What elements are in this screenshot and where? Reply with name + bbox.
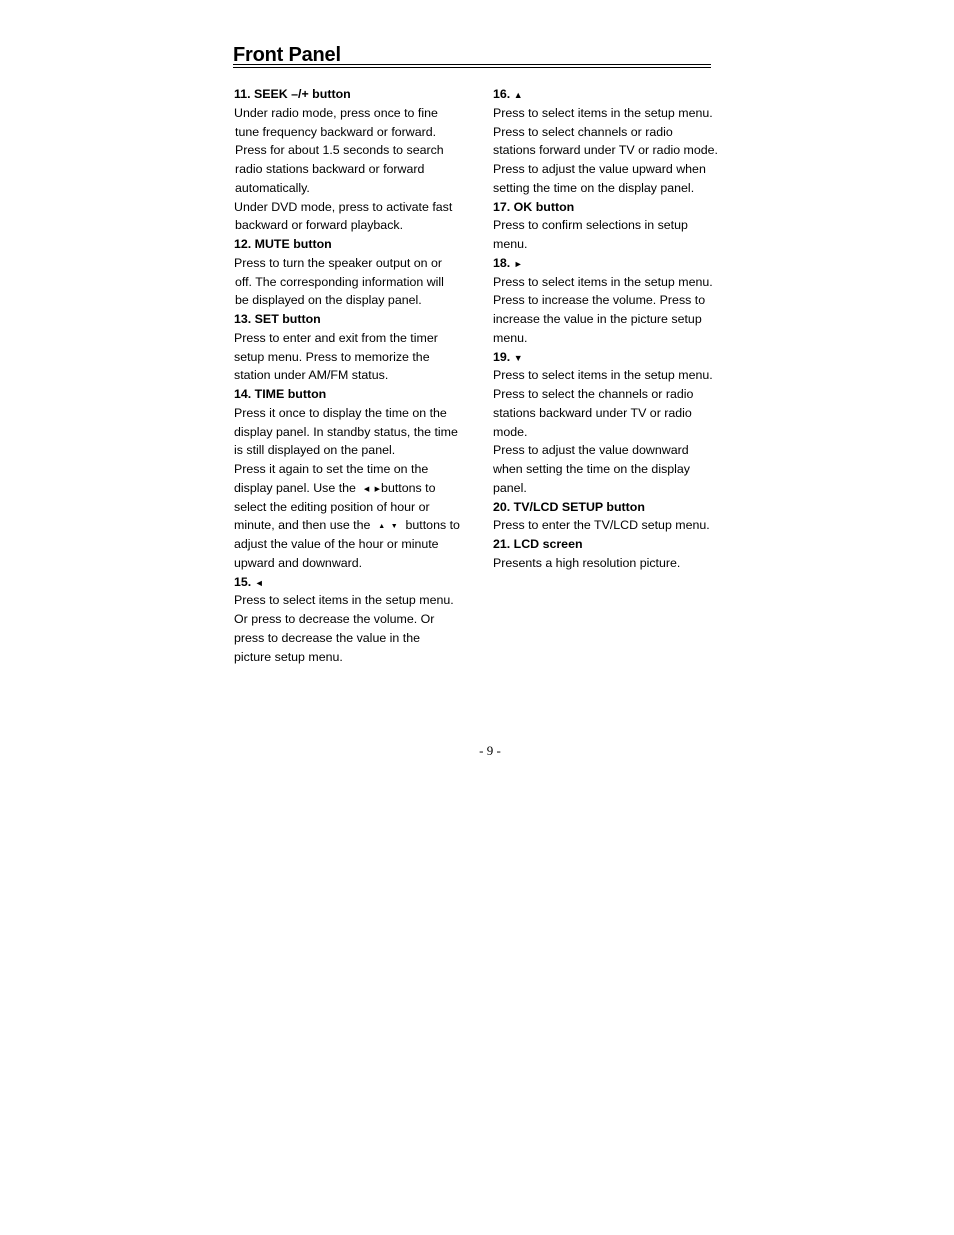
item-12-heading: 12. MUTE button [234,237,332,251]
item-14-text: Press it once to display the time on the [234,405,447,420]
item-19-text: panel. [493,480,527,495]
item-14-heading: 14. TIME button [234,387,327,401]
item-15-number: 15. [234,574,252,589]
item-14-text: Press it again to set the time on the [234,462,429,476]
item-19-number: 19. [493,349,511,364]
item-16-text: Press to adjust the value upward when [493,162,706,176]
item-16-text: Press to select channels or radio [493,124,673,139]
item-14-text: upward and downward. [234,555,363,570]
item-11-text: Press for about 1.5 seconds to search [235,143,444,158]
item-17-text: Press to confirm selections in setup [493,218,688,233]
up-triangle-icon: ▲ [513,90,523,100]
item-14-text-use [234,479,474,498]
right-arrow-icon: ▶ [374,485,381,493]
item-11-text: backward or forward playback. [235,218,404,233]
item-14-text: is still displayed on the panel. [234,443,396,458]
item-16-number: 16. [493,87,511,101]
item-12-text: Press to turn the speaker output on or [234,255,443,270]
item-19-text: Press to select items in the setup menu. [493,368,713,383]
title-rule-top [233,64,711,65]
item-14-text: adjust the value of the hour or minute [234,537,439,551]
item-17-heading: 17. OK button [493,199,575,214]
down-arrow-icon: ▼ [390,523,398,531]
page-number: - 9 - [479,743,501,758]
item-15-text: Press to select items in the setup menu. [234,593,454,608]
item-13-text: setup menu. Press to memorize the [234,349,430,364]
left-column [234,85,474,666]
item-21-heading: 21. LCD screen [493,537,583,551]
left-arrow-icon: ◀ [363,485,370,493]
right-column [493,85,733,573]
item-11-text: automatically. [235,180,310,195]
item-12-text: be displayed on the display panel. [235,293,422,308]
item-11-heading: 11. SEEK –/+ button [234,87,351,101]
item-11-text: tune frequency backward or forward. [235,124,437,139]
item-15-text: press to decrease the value in the [234,630,420,645]
item-17-text: menu. [493,237,528,251]
down-triangle-icon: ▼ [513,352,523,363]
item-13-heading: 13. SET button [234,312,321,326]
item-15-text: picture setup menu. [234,649,343,664]
left-triangle-icon: ◄ [254,577,264,588]
item-14-use-b: buttons to [381,480,436,495]
item-16-text: setting the time on the display panel. [493,180,695,195]
item-15-heading [234,573,474,592]
item-11-text: radio stations backward or forward [235,162,425,176]
item-19-text: mode. [493,424,528,439]
item-14-use-a: display panel. Use the [234,480,356,495]
item-16-heading [493,85,733,104]
up-arrow-icon: ▲ [378,523,386,531]
item-11-text: Under DVD mode, press to activate fast [234,199,453,214]
item-18-text: increase the value in the picture setup [493,312,702,326]
item-11-text: Under radio mode, press once to fine [234,105,438,120]
item-18-heading [493,254,733,273]
item-14-text: display panel. In standby status, the time [234,424,458,439]
title-rule-bottom [233,67,711,68]
item-16-text: stations forward under TV or radio mode. [493,143,718,158]
item-19-text: Press to adjust the value downward [493,443,689,458]
item-12-text: off. The corresponding information will [235,274,444,289]
page-title: Front Panel [233,44,341,66]
item-20-text: Press to enter the TV/LCD setup menu. [493,518,710,533]
item-21-text: Presents a high resolution picture. [493,555,681,570]
item-14-minute-b: buttons to [405,518,460,533]
right-triangle-icon: ► [513,258,523,269]
item-16-text: Press to select items in the setup menu. [493,105,713,120]
item-14-minute-a: minute, and then use the [234,518,371,533]
item-13-text: station under AM/FM status. [234,368,389,383]
item-13-text: Press to enter and exit from the timer [234,330,438,345]
item-15-text: Or press to decrease the volume. Or [234,612,435,626]
item-18-text: Press to select items in the setup menu. [493,274,713,289]
item-14-text: select the editing position of hour or [234,499,430,514]
page-header [233,43,711,68]
item-19-text: stations backward under TV or radio [493,405,692,420]
item-18-text: menu. [493,330,528,345]
item-19-heading [493,348,733,367]
item-18-text: Press to increase the volume. Press to [493,293,706,308]
item-19-text: when setting the time on the display [493,462,690,476]
item-18-number: 18. [493,255,511,270]
item-19-text: Press to select the channels or radio [493,387,694,401]
item-20-heading: 20. TV/LCD SETUP button [493,499,645,514]
item-14-text-minute [234,516,474,535]
